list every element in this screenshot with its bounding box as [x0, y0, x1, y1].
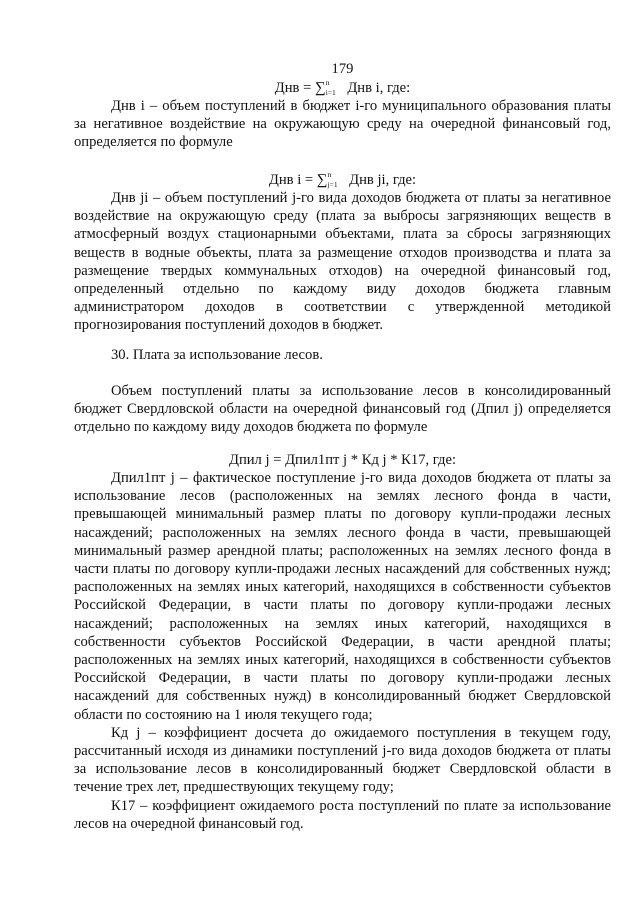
text-block-3 — [74, 346, 611, 364]
text-block-4 — [74, 382, 611, 437]
formula-dpil: Дпил j = Дпил1пт j * Кд j * К17, где: — [228, 452, 457, 468]
sum-lower-limit: j=1 — [327, 180, 338, 189]
formula-lhs: Днв i — [268, 172, 302, 188]
formula-eq: = — [303, 80, 312, 96]
sum-lower-limit: i=1 — [325, 88, 336, 97]
text-block-5 — [74, 469, 611, 833]
sum-upper-limit: n — [325, 78, 330, 87]
sum-symbol: ∑ — [314, 80, 326, 96]
paragraph-dpil1pt: Дпил1пт j – фактическое поступление j-го вида доходов бюджета от платы за использование лесов (расположенных на землях лесного фонда в части, превышающей минимальный размер платы по договору купли-продажи лесных насаждений; расположенных на землях лесного фонда в части, превышающей минимальный размер арендной платы; расположенных на землях лесного фонда в части платы по договору купли-продажи лесных насаждений для собственных нужд; расположенных на землях иных категорий, находящихся в собственности субъектов Российской Федерации, в части платы по договору купли-продажи лесных насаждений; расположенных на землях иных категорий, находящихся в собственности субъектов Российской Федерации, в части арендной платы; расположенных на землях иных категорий, находящихся в собственности субъектов Российской Федерации, в части платы по договору купли-продажи лесных насаждений для собственных нужд) в консолидированный бюджет Свердловской области по состоянию на 1 июля текущего года; — [74, 470, 611, 723]
formula-rhs: Днв i, где: — [347, 80, 411, 96]
sum-symbol: ∑ — [316, 172, 328, 188]
formula-rhs: Днв ji, где: — [349, 172, 417, 188]
formula-dnv-i — [74, 171, 611, 189]
formula-lhs: Днв — [274, 80, 300, 96]
sum-upper-limit: n — [327, 170, 332, 179]
formula-dnv — [74, 79, 611, 97]
sum-limits — [325, 78, 344, 97]
sum-limits — [327, 170, 346, 189]
paragraph-forest-intro: Объем поступлений платы за использование лесов в консолидированный бюджет Свердловской области на очередной финансовый год (Дпил j) определяется отдельно по каждому виду доходов бюджета по формуле — [74, 383, 611, 436]
paragraph-k17: К17 – коэффициент ожидаемого роста поступлений по плате за использование лесов на очередной финансовый год. — [74, 797, 611, 832]
text-block-1 — [74, 97, 611, 152]
formula-eq: = — [304, 172, 314, 188]
page-number: 179 — [331, 61, 354, 77]
paragraph-kd: Кд j – коэффициент досчета до ожидаемого поступления в текущем году, рассчитанный исходя из динамики поступлений j-го вида доходов бюджета от платы за использование лесов в консолидированный бюджет Свердловской области в течение трех лет, предшествующих текущему году; — [74, 724, 611, 796]
section-heading: 30. Плата за использование лесов. — [111, 347, 323, 363]
text-block-2 — [74, 189, 611, 335]
paragraph-dnv-i: Днв i – объем поступлений в бюджет i-го муниципального образования платы за негативное воздействие на окружающую среду на очередной финансовый год, определяется по формуле — [74, 98, 611, 151]
paragraph-dnv-ji: Днв ji – объем поступлений j-го вида доходов бюджета от платы за негативное воздействие на окружающую среду (плата за выбросы загрязняющих веществ в атмосферный воздух стационарными объектами, плата за сбросы загрязняющих веществ в водные объекты, плата за размещение отходов производства и плата за размещение твердых коммунальных отходов) на очередной финансовый год, определенный отдельно по каждому виду доходов бюджета главным администратором доходов в соответствии с утвержденной методикой прогнозирования поступлений доходов в бюджет. — [74, 190, 611, 334]
